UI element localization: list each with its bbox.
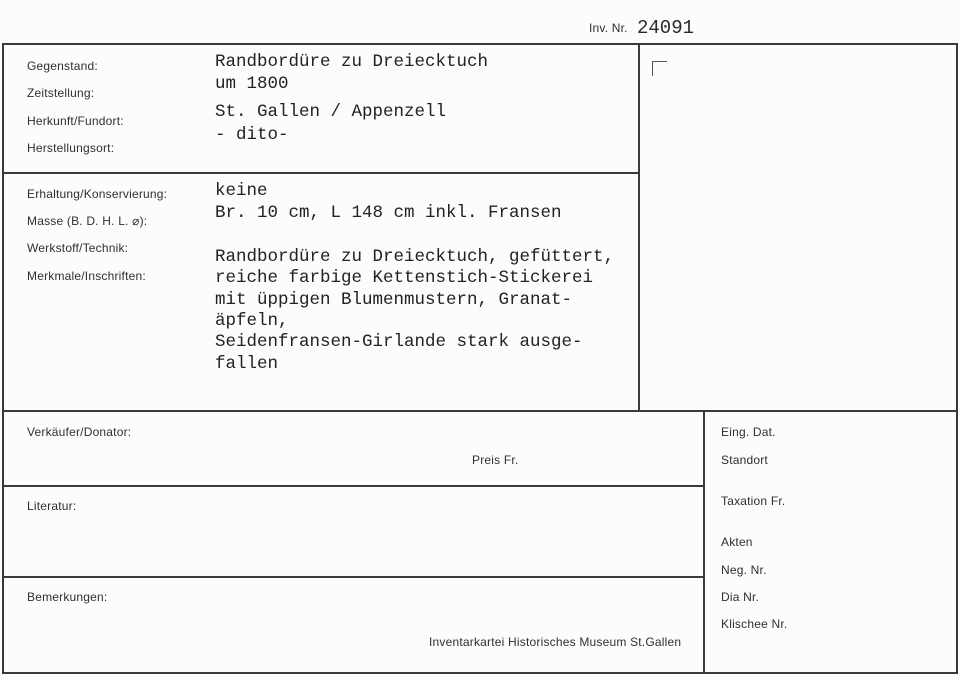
- right-border: [956, 43, 958, 674]
- label-gegenstand: Gegenstand:: [27, 59, 98, 73]
- bottom-border: [2, 672, 958, 674]
- left-border: [2, 43, 4, 674]
- label-akten: Akten: [721, 535, 753, 549]
- main-horizontal-divider: [2, 410, 958, 412]
- label-erhaltung: Erhaltung/Konservierung:: [27, 187, 168, 201]
- description-line: Seidenfransen-Girlande stark ausge-: [215, 332, 583, 353]
- label-verkaeufer: Verkäufer/Donator:: [27, 425, 132, 439]
- value-herkunft: St. Gallen / Appenzell: [215, 102, 447, 122]
- description-line: Randbordüre zu Dreiecktuch, gefüttert,: [215, 247, 615, 267]
- inv-number: 24091: [637, 17, 695, 39]
- label-masse: Masse (B. D. H. L. ⌀):: [27, 214, 148, 228]
- description-line: reiche farbige Kettenstich-Stickerei: [215, 268, 594, 289]
- label-taxation: Taxation Fr.: [721, 494, 786, 508]
- value-erhaltung: keine: [215, 181, 268, 201]
- label-herstellungsort: Herstellungsort:: [27, 141, 115, 155]
- label-literatur: Literatur:: [27, 499, 77, 513]
- label-neg-nr: Neg. Nr.: [721, 563, 767, 577]
- value-zeitstellung: um 1800: [215, 74, 289, 94]
- label-werkstoff: Werkstoff/Technik:: [27, 241, 129, 255]
- inv-label: Inv. Nr.: [589, 21, 628, 35]
- top-border: [2, 43, 958, 45]
- label-dia-nr: Dia Nr.: [721, 590, 760, 604]
- label-preis: Preis Fr.: [472, 453, 519, 467]
- value-herstellungsort: - dito-: [215, 125, 289, 145]
- card-footer: Inventarkartei Historisches Museum St.Gallen: [429, 635, 682, 649]
- upper-divider-vertical: [638, 43, 640, 411]
- label-bemerkungen: Bemerkungen:: [27, 590, 108, 604]
- description-line: äpfeln,: [215, 310, 289, 331]
- label-zeitstellung: Zeitstellung:: [27, 86, 95, 100]
- label-standort: Standort: [721, 453, 768, 467]
- label-klischee-nr: Klischee Nr.: [721, 617, 788, 631]
- literature-divider: [2, 576, 705, 578]
- label-merkmale: Merkmale/Inschriften:: [27, 269, 146, 283]
- label-herkunft: Herkunft/Fundort:: [27, 114, 124, 128]
- value-masse: Br. 10 cm, L 148 cm inkl. Fransen: [215, 203, 562, 223]
- donor-divider: [2, 485, 705, 487]
- label-eing-dat: Eing. Dat.: [721, 425, 776, 439]
- description-line: fallen: [215, 353, 279, 374]
- section1-divider: [2, 172, 640, 174]
- value-gegenstand: Randbordüre zu Dreiecktuch: [215, 52, 489, 72]
- description-line: mit üppigen Blumenmustern, Granat-: [215, 289, 573, 310]
- corner-mark: [652, 61, 667, 76]
- lower-divider-vertical: [703, 410, 705, 674]
